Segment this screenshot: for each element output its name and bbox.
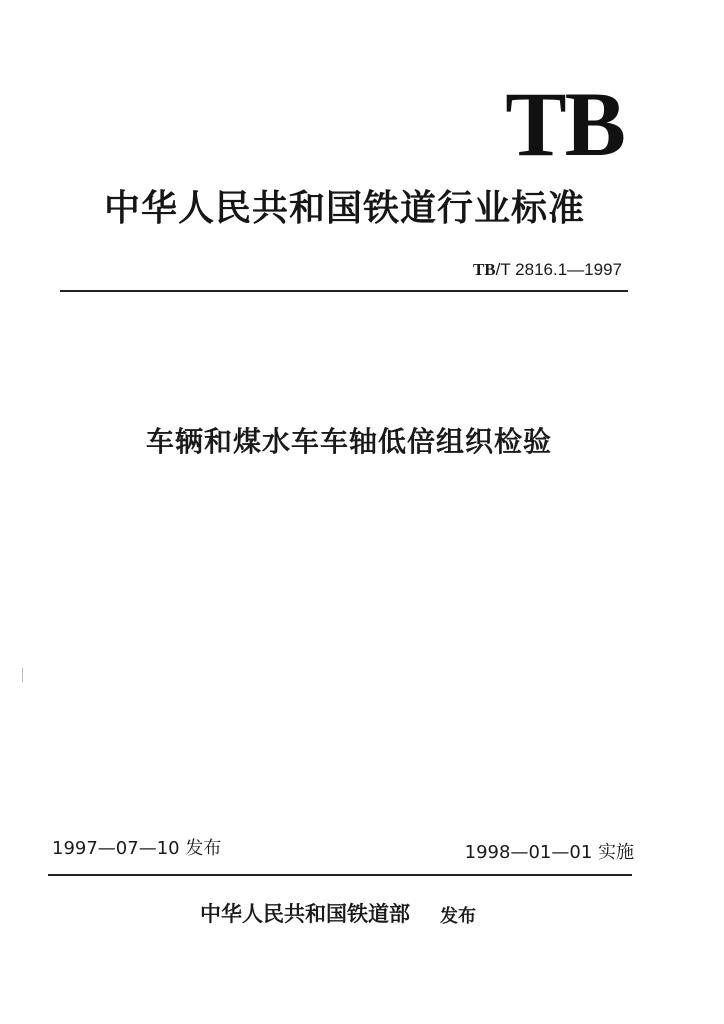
standard-category: 中华人民共和国铁道行业标准: [104, 188, 586, 229]
issue-date: 1997—07—10 发布: [52, 838, 222, 859]
bottom-divider: [48, 874, 632, 876]
standard-logo: TB: [505, 73, 624, 175]
publisher: 中华人民共和国铁道部: [200, 902, 410, 926]
publisher-action: 发布: [440, 906, 476, 927]
scan-mark: [22, 668, 23, 682]
standard-number: [473, 260, 622, 280]
top-divider: [60, 290, 628, 292]
standard-number-prefix: TB: [472, 260, 496, 279]
document-title: 车辆和煤水车车轴低倍组织检验: [146, 425, 553, 458]
standard-number-rest: /T 2816.1—1997: [495, 260, 622, 279]
effective-date: 1998—01—01 实施: [464, 842, 634, 863]
